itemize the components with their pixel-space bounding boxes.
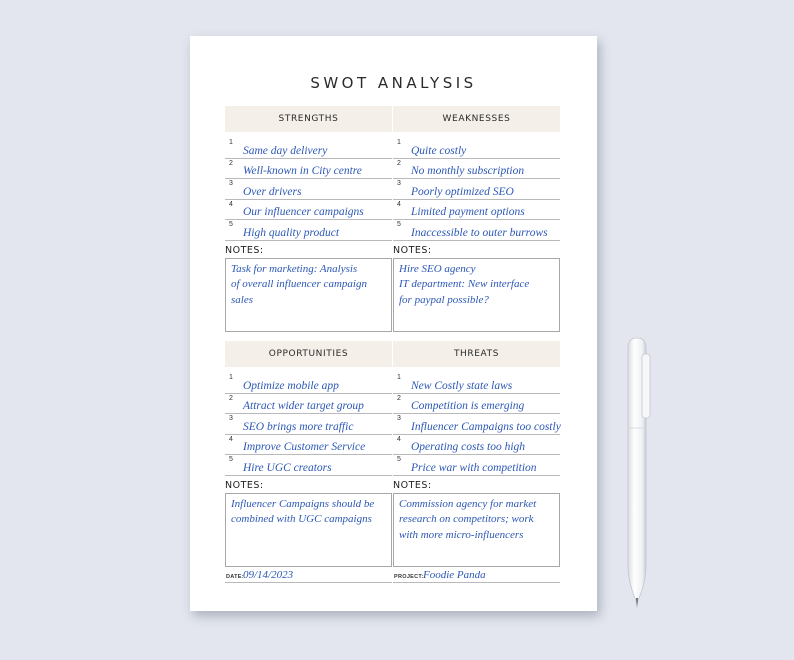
item-number: 1 (397, 374, 401, 381)
strengths-list (225, 138, 392, 241)
item-number: 4 (397, 200, 401, 208)
item-number: 4 (229, 435, 233, 443)
item-number: 1 (397, 139, 401, 146)
item-number: 2 (397, 159, 401, 167)
item-text: Poorly optimized SEO (411, 185, 514, 198)
item-number: 3 (229, 415, 233, 422)
list-item (225, 435, 392, 456)
item-number: 2 (229, 394, 233, 402)
item-text: Limited payment options (411, 206, 525, 218)
threats-list (393, 373, 560, 476)
swot-worksheet (190, 36, 597, 611)
item-text: Influencer Campaigns too costly (411, 420, 561, 433)
opportunities-section (225, 341, 392, 567)
notes-label: NOTES: (225, 479, 264, 491)
item-number: 5 (397, 221, 401, 228)
threats-heading: THREATS (393, 341, 560, 367)
weaknesses-section (393, 106, 560, 332)
item-text: Hire UGC creators (243, 461, 332, 474)
item-number: 3 (397, 180, 401, 187)
item-number: 4 (229, 200, 233, 208)
list-item (225, 455, 392, 476)
list-item (393, 200, 560, 221)
list-item (225, 200, 392, 221)
threats-section (393, 341, 560, 567)
weaknesses-notes: Hire SEO agency IT department: New interface for paypal possible? (393, 258, 560, 332)
item-text: Attract wider target group (243, 400, 364, 412)
item-text: SEO brings more traffic (243, 420, 354, 433)
list-item (393, 220, 560, 241)
item-text: Competition is emerging (411, 400, 525, 412)
list-item (225, 220, 392, 241)
date-line (225, 566, 392, 583)
item-text: Inaccessible to outer burrows (411, 226, 548, 239)
item-number: 5 (229, 456, 233, 463)
list-item (225, 394, 392, 415)
pen-illustration (622, 336, 652, 608)
item-number: 3 (397, 415, 401, 422)
opportunities-list (225, 373, 392, 476)
page-title: SWOT ANALYSIS (310, 74, 477, 92)
item-text: Price war with competition (411, 461, 537, 474)
item-number: 1 (229, 139, 233, 146)
list-item (393, 373, 560, 394)
project-value: Foodie Panda (423, 569, 486, 581)
item-text: Over drivers (243, 185, 302, 198)
item-text: Same day delivery (243, 144, 328, 157)
item-number: 1 (229, 374, 233, 381)
item-text: Quite costly (411, 144, 467, 157)
list-item (393, 414, 560, 435)
item-text: High quality product (243, 226, 340, 239)
project-line (393, 566, 560, 583)
list-item (225, 373, 392, 394)
list-item (393, 138, 560, 159)
list-item (393, 455, 560, 476)
notes-label: NOTES: (393, 479, 432, 491)
list-item (225, 159, 392, 180)
item-number: 3 (229, 180, 233, 187)
strengths-section (225, 106, 392, 332)
item-text: Well-known in City centre (243, 165, 362, 177)
weaknesses-heading: WEAKNESSES (393, 106, 560, 132)
notes-label: NOTES: (225, 244, 264, 256)
date-value: 09/14/2023 (243, 569, 294, 581)
strengths-notes: Task for marketing: Analysis of overall influencer campaign sales (225, 258, 392, 332)
item-number: 2 (229, 159, 233, 167)
item-text: No monthly subscription (411, 165, 525, 177)
list-item (393, 435, 560, 456)
item-number: 2 (397, 394, 401, 402)
list-item (225, 179, 392, 200)
notes-label: NOTES: (393, 244, 432, 256)
list-item (393, 179, 560, 200)
item-number: 4 (397, 435, 401, 443)
date-label: DATE: (226, 574, 244, 580)
list-item (225, 138, 392, 159)
opportunities-notes: Influencer Campaigns should be combined with UGC campaigns (225, 493, 392, 567)
strengths-heading: STRENGTHS (225, 106, 392, 132)
threats-notes: Commission agency for market research on competitors; work with more micro-influencers (393, 493, 560, 567)
item-text: Our influencer campaigns (243, 206, 364, 218)
opportunities-heading: OPPORTUNITIES (225, 341, 392, 367)
weaknesses-list (393, 138, 560, 241)
item-text: Operating costs too high (411, 441, 526, 453)
item-text: New Costly state laws (411, 379, 513, 392)
list-item (225, 414, 392, 435)
item-text: Optimize mobile app (243, 379, 339, 392)
project-label: PROJECT: (394, 574, 424, 580)
list-item (393, 159, 560, 180)
item-text: Improve Customer Service (243, 441, 366, 453)
item-number: 5 (397, 456, 401, 463)
list-item (393, 394, 560, 415)
item-number: 5 (229, 221, 233, 228)
